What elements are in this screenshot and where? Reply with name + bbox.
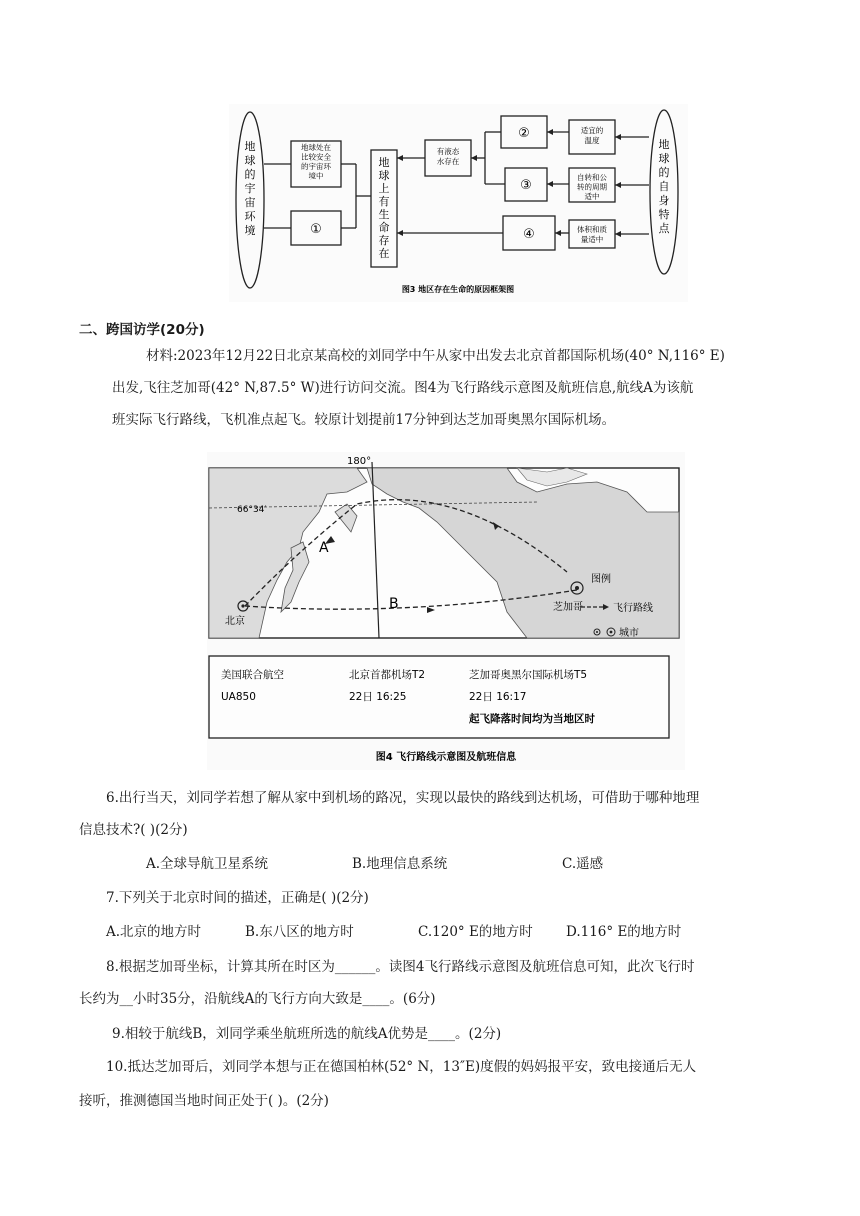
- safe-environment-box-label: 地球处在比较安全的宇宙环境中: [301, 143, 331, 181]
- departure-airport: 北京首都机场T2: [349, 669, 426, 681]
- figure-4-caption: 图4 飞行路线示意图及航班信息: [375, 752, 517, 763]
- box-4-label: ④: [523, 227, 535, 242]
- liquid-water-box-label: 有液态水存在: [436, 147, 460, 166]
- material-line-3: 班实际飞行路线，飞机准点起飞。较原计划提前17分钟到达芝加哥奥黑尔国际机场。: [112, 412, 616, 428]
- q6-option-a[interactable]: A.全球导航卫星系统: [146, 856, 269, 872]
- q7-option-d[interactable]: D.116° E的地方时: [566, 924, 682, 940]
- q8-line-1: 8.根据芝加哥坐标，计算其所在时区为______。读图4飞行路线示意图及航班信息可知，此次飞行时: [106, 959, 695, 975]
- q7-stem: 7.下列关于北京时间的描述，正确是( )(2分): [106, 890, 369, 906]
- volume-mass-box-label: 体积和质量适中: [577, 225, 607, 244]
- time-note: 起飞降落时间均为当地区时: [469, 713, 595, 725]
- q7-option-a[interactable]: A.北京的地方时: [106, 924, 202, 940]
- q9-line-1: 9.相较于航线B，刘同学乘坐航班所选的航线A优势是____。(2分): [112, 1026, 502, 1042]
- flight-number: UA850: [221, 691, 256, 703]
- figure-3-caption: 图3 地区存在生命的原因框架图: [401, 285, 515, 294]
- material-paragraph: [112, 340, 792, 436]
- self-characteristics-label: 地球的自身特点: [658, 138, 670, 235]
- departure-time: 22日 16:25: [349, 691, 407, 703]
- universe-environment-label: 地球的宇宙环境: [244, 140, 256, 237]
- route-b-label: B: [389, 596, 399, 612]
- material-line-2: 出发,飞往芝加哥(42° N,87.5° W)进行访问交流。图4为飞行路线示意图及航班信息,航线A为该航: [112, 380, 694, 396]
- chicago-label: 芝加哥: [553, 602, 583, 613]
- legend-city-label: 城市: [619, 628, 639, 639]
- material-line-1: 材料:2023年12月22日北京某高校的刘同学中午从家中出发去北京首都国际机场(40° N,116° E): [146, 348, 725, 364]
- section-title: 二、跨国访学(20分): [79, 322, 205, 338]
- box-1-label: ①: [310, 222, 322, 237]
- legend-title: 图例: [591, 574, 611, 585]
- q6-option-b[interactable]: B.地理信息系统: [352, 856, 448, 872]
- figure-3-diagram: [229, 104, 688, 302]
- box-2-label: ②: [518, 126, 530, 141]
- rotation-period-box-label: 自转和公转的周期适中: [577, 173, 607, 201]
- q10-line-1: 10.抵达芝加哥后，刘同学本想与正在德国柏林(52° N，13″E)度假的妈妈报平安，致电接通后无人: [106, 1059, 697, 1075]
- q6-line-1: 6.出行当天，刘同学若想了解从家中到机场的路况，实现以最快的路线到达机场，可借助于哪种地理: [106, 790, 700, 806]
- q8-line-2: 长约为__小时35分，沿航线A的飞行方向大致是____。(6分): [79, 991, 436, 1007]
- figure-4-map: [207, 452, 685, 770]
- arctic-circle-label: 66°34′: [237, 505, 267, 515]
- arrival-airport: 芝加哥奥黑尔国际机场T5: [469, 669, 588, 681]
- q10-line-2: 接听，推测德国当地时间正处于( )。(2分): [79, 1093, 329, 1109]
- q6-line-2: 信息技术?( )(2分): [79, 822, 188, 838]
- q6-option-c[interactable]: C.遥感: [562, 856, 604, 872]
- flight-route-map-svg: [207, 452, 685, 770]
- arrival-time: 22日 16:17: [469, 691, 527, 703]
- beijing-label: 北京: [225, 616, 245, 627]
- longitude-180-label: 180°: [347, 456, 372, 467]
- route-a-label: A: [319, 540, 329, 556]
- q7-option-c[interactable]: C.120° E的地方时: [418, 924, 533, 940]
- suitable-temperature-box-label: 适宜的温度: [580, 126, 604, 145]
- q7-option-b[interactable]: B.东八区的地方时: [245, 924, 354, 940]
- airline-name: 美国联合航空: [221, 669, 284, 681]
- life-exists-label: 地球上有生命存在: [378, 156, 390, 260]
- box-3-label: ③: [520, 178, 532, 193]
- legend-route-label: 飞行路线: [613, 603, 653, 614]
- life-cause-framework-svg: [229, 104, 688, 302]
